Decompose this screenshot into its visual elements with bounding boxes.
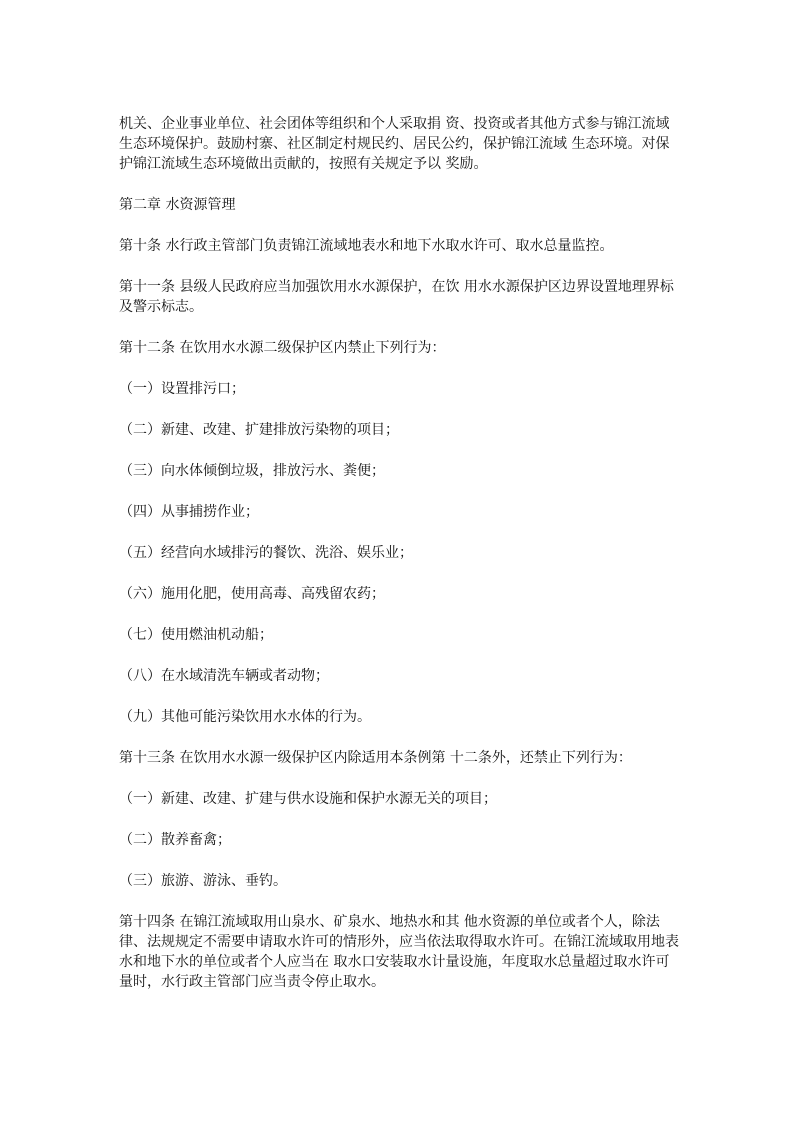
list-item: （一）新建、改建、扩建与供水设施和保护水源无关的项目； [119,791,497,807]
list-item: （三）向水体倾倒垃圾，排放污水、粪便； [119,463,385,479]
list-item: （八）在水域清洗车辆或者动物； [119,668,329,684]
article-14: 第十四条 在锦江流域取用山泉水、矿泉水、地热水和其 他水资源的单位或者个人，除法律、法规规定不需要申请取水许可的情形外，应当依法取得取水许可。在锦江流域取用地表水和地下水的单位或者个人应当在 取水口安装取水计量设施，年度取水总量超过取水许可量时，水行政主管部门应当责令停止取水。 [119,914,679,990]
list-item: （二）新建、改建、扩建排放污染物的项目； [119,422,399,438]
list-item: （六）施用化肥，使用高毒、高残留农药； [119,586,385,602]
list-item: （一）设置排污口； [119,381,245,397]
article-13: 第十三条 在饮用水水源一级保护区内除适用本条例第 十二条外，还禁止下列行为： [119,750,632,766]
list-item: （九）其他可能污染饮用水水体的行为。 [119,709,371,725]
list-item: （七）使用燃油机动船； [119,627,273,643]
article-12: 第十二条 在饮用水水源二级保护区内禁止下列行为： [119,340,446,356]
list-item: （三）旅游、游泳、垂钓。 [119,873,287,889]
article-10: 第十条 水行政主管部门负责锦江流域地表水和地下水取水许可、取水总量监控。 [119,238,614,254]
paragraph-intro: 机关、企业事业单位、社会团体等组织和个人采取捐 资、投资或者其他方式参与锦江流域生态环境保护。鼓励村寨、社区制定村规民约、居民公约，保护锦江流域 生态环境。对保护锦江流域生态环境做出贡献的，按照有关规定予以 奖励。 [119,116,670,172]
list-item: （二）散养畜禽； [119,832,231,848]
chapter-heading: 第二章 水资源管理 [119,197,236,213]
document-body [119,114,679,1013]
article-11: 第十一条 县级人民政府应当加强饮用水水源保护，在饮 用水水源保护区边界设置地理界标及警示标志。 [119,279,674,315]
list-item: （四）从事捕捞作业； [119,504,259,520]
list-item: （五）经营向水域排污的餐饮、洗浴、娱乐业； [119,545,413,561]
